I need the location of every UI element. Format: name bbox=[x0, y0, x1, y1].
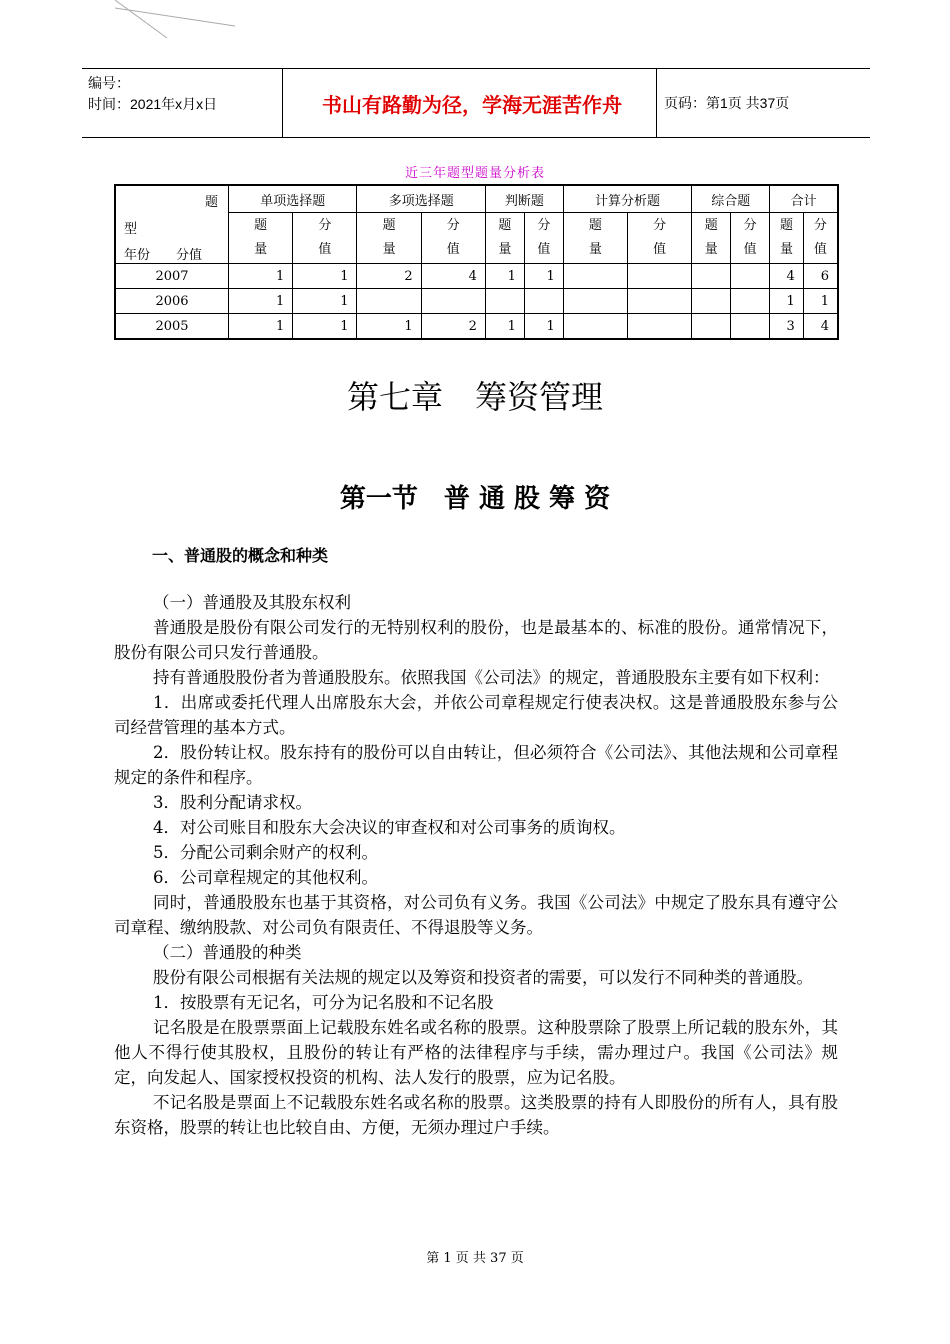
paragraph: 1．出席或委托代理人出席股东大会，并依公司章程规定行使表决权。这是普通股股东参与公司经营管理的基本方式。 bbox=[114, 693, 838, 737]
corner-label: 分值 bbox=[176, 248, 203, 263]
subheader-cell: 分 值 bbox=[731, 213, 770, 264]
table-cell bbox=[692, 314, 731, 340]
paragraph: 普通股是股份有限公司发行的无特别权利的股份，也是最基本的、标准的股份。通常情况下，股份有限公司只发行普通股。 bbox=[114, 618, 838, 662]
section-title: 第一节 普 通 股 筹 资 bbox=[339, 484, 611, 514]
table-cell bbox=[692, 264, 731, 289]
subheader-cell: 题 量 bbox=[229, 213, 293, 264]
page-footer: 第 1 页 共 37 页 bbox=[426, 1251, 524, 1266]
table-cell: 1 bbox=[293, 289, 357, 314]
paragraph: 4．对公司账目和股东大会决议的审查权和对公司事务的质询权。 bbox=[153, 818, 626, 837]
table-cell bbox=[485, 289, 524, 314]
time-label: 时间：2021年x月x日 bbox=[88, 96, 218, 112]
table-cell bbox=[421, 289, 485, 314]
table-cell: 2 bbox=[421, 314, 485, 340]
table-cell: 1 bbox=[485, 264, 524, 289]
subheader-cell: 题 量 bbox=[770, 213, 804, 264]
header-divider bbox=[282, 69, 283, 137]
table-row bbox=[115, 264, 838, 289]
subheader-cell: 分 值 bbox=[421, 213, 485, 264]
table-cell: 3 bbox=[770, 314, 804, 340]
subheader-cell: 分 值 bbox=[293, 213, 357, 264]
chapter-title: 第七章 筹资管理 bbox=[346, 378, 603, 416]
table-cell bbox=[524, 289, 563, 314]
table-cell bbox=[628, 264, 692, 289]
question-type-table bbox=[114, 184, 839, 340]
table-cell bbox=[563, 289, 627, 314]
paragraph: 3．股利分配请求权。 bbox=[153, 793, 312, 812]
table-cell: 1 bbox=[485, 314, 524, 340]
table-title: 近三年题型题量分析表 bbox=[404, 166, 545, 181]
paragraph: （二）普通股的种类 bbox=[153, 943, 302, 962]
paragraph: 不记名股是票面上不记载股东姓名或名称的股票。这类股票的持有人即股份的所有人，具有股东资格，股票的转让也比较自由、方便，无须办理过户手续。 bbox=[114, 1093, 838, 1137]
group-header: 多项选择题 bbox=[357, 185, 485, 213]
table-cell bbox=[563, 264, 627, 289]
table-cell: 4 bbox=[803, 314, 838, 340]
subheader-cell: 题 量 bbox=[563, 213, 627, 264]
table-cell: 1 bbox=[803, 289, 838, 314]
year-cell: 2007 bbox=[115, 264, 229, 289]
header-divider bbox=[656, 69, 657, 137]
table-cell: 1 bbox=[229, 264, 293, 289]
table-row bbox=[115, 314, 838, 340]
heading: 一、普通股的概念和种类 bbox=[152, 546, 329, 565]
subheader-cell: 分 值 bbox=[524, 213, 563, 264]
paragraph: 股份有限公司根据有关法规的规定以及筹资和投资者的需要，可以发行不同种类的普通股。 bbox=[153, 968, 813, 987]
body-text bbox=[114, 590, 838, 1140]
subheader-cell: 题 量 bbox=[692, 213, 731, 264]
group-header: 合计 bbox=[770, 185, 838, 213]
table-cell bbox=[731, 314, 770, 340]
table-cell bbox=[357, 289, 421, 314]
table-cell: 1 bbox=[524, 314, 563, 340]
table-cell: 1 bbox=[293, 264, 357, 289]
number-label: 编号： bbox=[88, 75, 130, 91]
table-cell: 1 bbox=[357, 314, 421, 340]
corner-label: 型 bbox=[124, 222, 138, 237]
table-cell bbox=[692, 289, 731, 314]
group-header: 单项选择题 bbox=[229, 185, 357, 213]
document-header bbox=[82, 68, 870, 138]
table-cell: 1 bbox=[229, 289, 293, 314]
corner-label: 题 bbox=[204, 195, 218, 210]
group-header: 判断题 bbox=[485, 185, 563, 213]
table-cell: 1 bbox=[293, 314, 357, 340]
header-motto: 书山有路勤为径，学海无涯苦作舟 bbox=[322, 93, 622, 117]
paragraph: 5．分配公司剩余财产的权利。 bbox=[153, 843, 378, 862]
subheader-cell: 分 值 bbox=[628, 213, 692, 264]
table-cell bbox=[563, 314, 627, 340]
table-cell: 4 bbox=[770, 264, 804, 289]
year-cell: 2005 bbox=[115, 314, 229, 340]
subheader-cell: 题 量 bbox=[485, 213, 524, 264]
table-cell: 2 bbox=[357, 264, 421, 289]
subheader-cell: 题 量 bbox=[357, 213, 421, 264]
group-header: 综合题 bbox=[692, 185, 770, 213]
table-cell bbox=[628, 314, 692, 340]
paragraph: 1．按股票有无记名，可分为记名股和不记名股 bbox=[153, 993, 494, 1012]
table-cell: 6 bbox=[803, 264, 838, 289]
paragraph: 2．股份转让权。股东持有的股份可以自由转让，但必须符合《公司法》、其他法规和公司章程规定的条件和程序。 bbox=[114, 743, 838, 787]
table-cell bbox=[731, 264, 770, 289]
paragraph: 记名股是在股票票面上记载股东姓名或名称的股票。这种股票除了股票上所记载的股东外，其他人不得行使其股权，且股份的转让有严格的法律程序与手续，需办理过户。我国《公司法》规定，向发起人、国家授权投资的机构、法人发行的股票，应为记名股。 bbox=[114, 1018, 838, 1087]
paragraph: （一）普通股及其股东权利 bbox=[153, 593, 351, 612]
table-row bbox=[115, 289, 838, 314]
table-cell: 4 bbox=[421, 264, 485, 289]
table-cell bbox=[731, 289, 770, 314]
header-meta bbox=[88, 73, 278, 115]
paragraph: 6．公司章程规定的其他权利。 bbox=[153, 868, 378, 887]
table-cell: 1 bbox=[229, 314, 293, 340]
table-cell: 1 bbox=[524, 264, 563, 289]
table-cell: 1 bbox=[770, 289, 804, 314]
paragraph: 同时，普通股股东也基于其资格，对公司负有义务。我国《公司法》中规定了股东具有遵守公司章程、缴纳股款、对公司负有限责任、不得退股等义务。 bbox=[114, 893, 838, 937]
table-cell bbox=[628, 289, 692, 314]
decorative-diagonal-lines bbox=[115, 0, 235, 40]
header-page-label: 页码：第1页 共37页 bbox=[664, 95, 790, 111]
table-corner-cell bbox=[115, 185, 229, 264]
year-cell: 2006 bbox=[115, 289, 229, 314]
corner-label: 年份 bbox=[124, 248, 151, 263]
subheader-cell: 分 值 bbox=[803, 213, 838, 264]
paragraph: 持有普通股股份者为普通股股东。依照我国《公司法》的规定，普通股股东主要有如下权利： bbox=[153, 668, 830, 687]
group-header: 计算分析题 bbox=[563, 185, 691, 213]
